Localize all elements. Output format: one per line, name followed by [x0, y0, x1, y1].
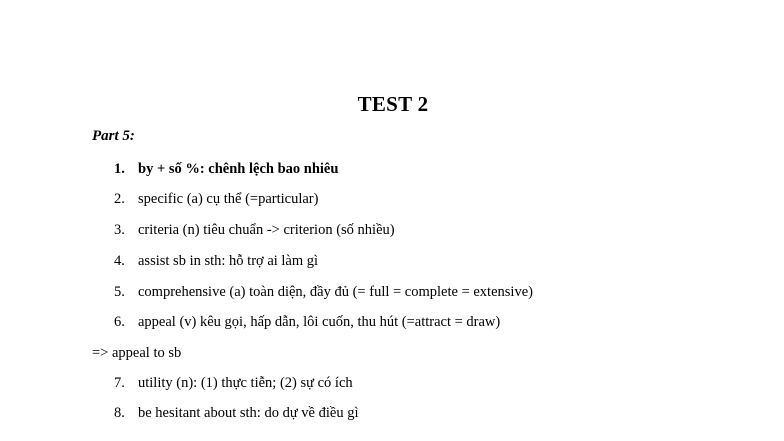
list-item-number: 1.: [114, 161, 125, 177]
list-item: [114, 314, 500, 331]
list-item-text: assist sb in sth: hỗ trợ ai làm gì: [138, 253, 319, 269]
list-item-text: specific (a) cụ thể (=particular): [138, 191, 319, 207]
list-item-text: utility (n): (1) thực tiễn; (2) sự có ích: [138, 375, 353, 391]
list-item: [114, 405, 359, 422]
list-item-text: by + số %: chênh lệch bao nhiêu: [138, 161, 339, 177]
list-item-text: appeal (v) kêu gọi, hấp dẫn, lôi cuốn, thu hút (=attract = draw): [138, 314, 501, 330]
list-item: [114, 222, 395, 239]
list-item-number: 7.: [114, 375, 125, 391]
document-title: TEST 2: [357, 92, 429, 116]
list-item: [114, 161, 338, 178]
list-item-number: 6.: [114, 314, 125, 330]
list-item-text: criteria (n) tiêu chuẩn -> criterion (số nhiều): [138, 222, 395, 238]
list-item: [114, 253, 318, 270]
part-heading: Part 5:: [92, 128, 135, 144]
list-item: [114, 375, 353, 392]
list-item-number: 4.: [114, 253, 125, 269]
list-item: [114, 191, 318, 208]
list-item-text: be hesitant about sth: do dự về điều gì: [138, 405, 359, 421]
list-item-number: 8.: [114, 405, 125, 421]
list-item-text: comprehensive (a) toàn diện, đầy đủ (= full = complete = extensive): [138, 284, 533, 300]
note-line: => appeal to sb: [92, 345, 182, 361]
list-item-number: 3.: [114, 222, 125, 238]
list-item: [114, 284, 533, 301]
list-item-number: 2.: [114, 191, 125, 207]
list-item-number: 5.: [114, 284, 125, 300]
